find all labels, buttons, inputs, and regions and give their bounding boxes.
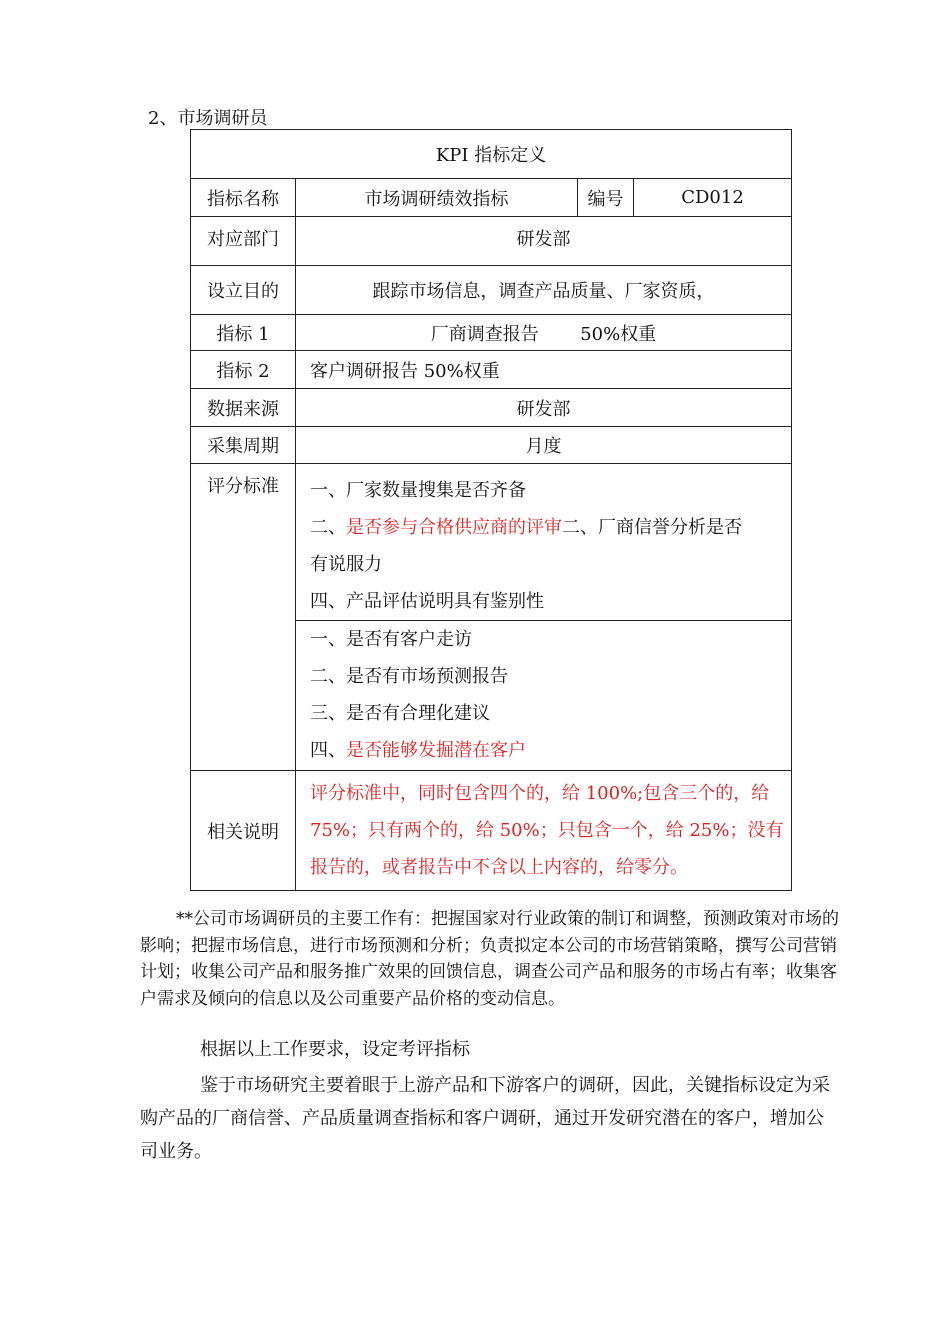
kpi1-weight: 50%权重 — [580, 323, 657, 345]
criteria-b-line — [310, 732, 783, 769]
note-label: 相关说明 — [191, 771, 296, 891]
purpose-value: 跟踪市场信息，调查产品质量、厂家资质， — [296, 266, 792, 315]
body-paragraph: 鉴于市场研究主要着眼于上游产品和下游客户的调研，因此，关键指标设定为采购产品的厂商信誉、产品质量调查指标和客户调研，通过开发研究潜在的客户，增加公司业务。 — [140, 1075, 830, 1162]
table-row — [191, 130, 792, 179]
criteria-a-line: 四、产品评估说明具有鉴别性 — [310, 591, 544, 612]
name-label: 指标名称 — [191, 179, 296, 217]
code-value: CD012 — [634, 179, 792, 217]
kpi1-label: 指标 1 — [191, 315, 296, 351]
criteria-b-line: 三、是否有合理化建议 — [310, 703, 490, 724]
name-value: 市场调研绩效指标 — [296, 179, 578, 217]
code-label: 编号 — [578, 179, 634, 217]
kpi2-label: 指标 2 — [191, 351, 296, 389]
criteria-b-line: 一、是否有客户走访 — [310, 629, 472, 650]
criteria-b-line: 二、是否有市场预测报告 — [310, 666, 508, 687]
period-value: 月度 — [296, 427, 792, 464]
dept-value: 研发部 — [296, 217, 792, 266]
table-row — [191, 179, 792, 217]
body-paragraph: 根据以上工作要求，设定考评指标 — [200, 1039, 470, 1060]
table-row — [191, 771, 792, 891]
dept-label: 对应部门 — [191, 217, 296, 266]
section-heading: 2、市场调研员 — [148, 108, 268, 129]
criteria-b — [296, 621, 792, 771]
criteria-a-line — [310, 509, 783, 546]
period-label: 采集周期 — [191, 427, 296, 464]
criteria-a — [296, 464, 792, 621]
table-row — [191, 389, 792, 427]
table-row — [191, 266, 792, 315]
source-label: 数据来源 — [191, 389, 296, 427]
table-row — [191, 315, 792, 351]
kpi2-value: 客户调研报告 50%权重 — [296, 351, 792, 389]
criteria-a-highlight: 是否参与合格供应商的评审 — [346, 517, 562, 538]
note-text: 评分标准中，同时包含四个的，给 100%;包含三个的，给 75%；只有两个的，给 50%；只包含一个，给 25%；没有报告的，或者报告中不含以上内容的，给零分。 — [296, 771, 792, 891]
kpi1-value: 厂商调查报告 — [430, 323, 539, 345]
criteria-a-rest: 二、厂商信誉分析是否 — [562, 517, 742, 538]
kpi-definition-table — [190, 129, 792, 891]
table-row — [191, 464, 792, 621]
kpi1-cell — [296, 315, 792, 351]
criteria-b-prefix: 四、 — [310, 740, 346, 761]
source-value: 研发部 — [296, 389, 792, 427]
criteria-label: 评分标准 — [191, 464, 296, 771]
body-paragraph: **公司市场调研员的主要工作有：把握国家对行业政策的制订和调整，预测政策对市场的影响；把握市场信息，进行市场预测和分析；负责拟定本公司的市场营销策略，撰写公司营销计划；收集公司产品和服务推广效果的回馈信息，调查公司产品和服务的市场占有率；收集客户需求及倾向的信息以及公司重要产品价格的变动信息。 — [140, 909, 839, 1009]
table-title: KPI 指标定义 — [191, 130, 792, 179]
criteria-a-line: 一、厂家数量搜集是否齐备 — [310, 480, 526, 501]
table-row — [191, 351, 792, 389]
table-row — [191, 427, 792, 464]
criteria-b-highlight: 是否能够发掘潜在客户 — [346, 740, 526, 761]
table-row — [191, 217, 792, 266]
criteria-a-line: 有说服力 — [310, 554, 382, 575]
purpose-label: 设立目的 — [191, 266, 296, 315]
criteria-a-prefix: 二、 — [310, 517, 346, 538]
